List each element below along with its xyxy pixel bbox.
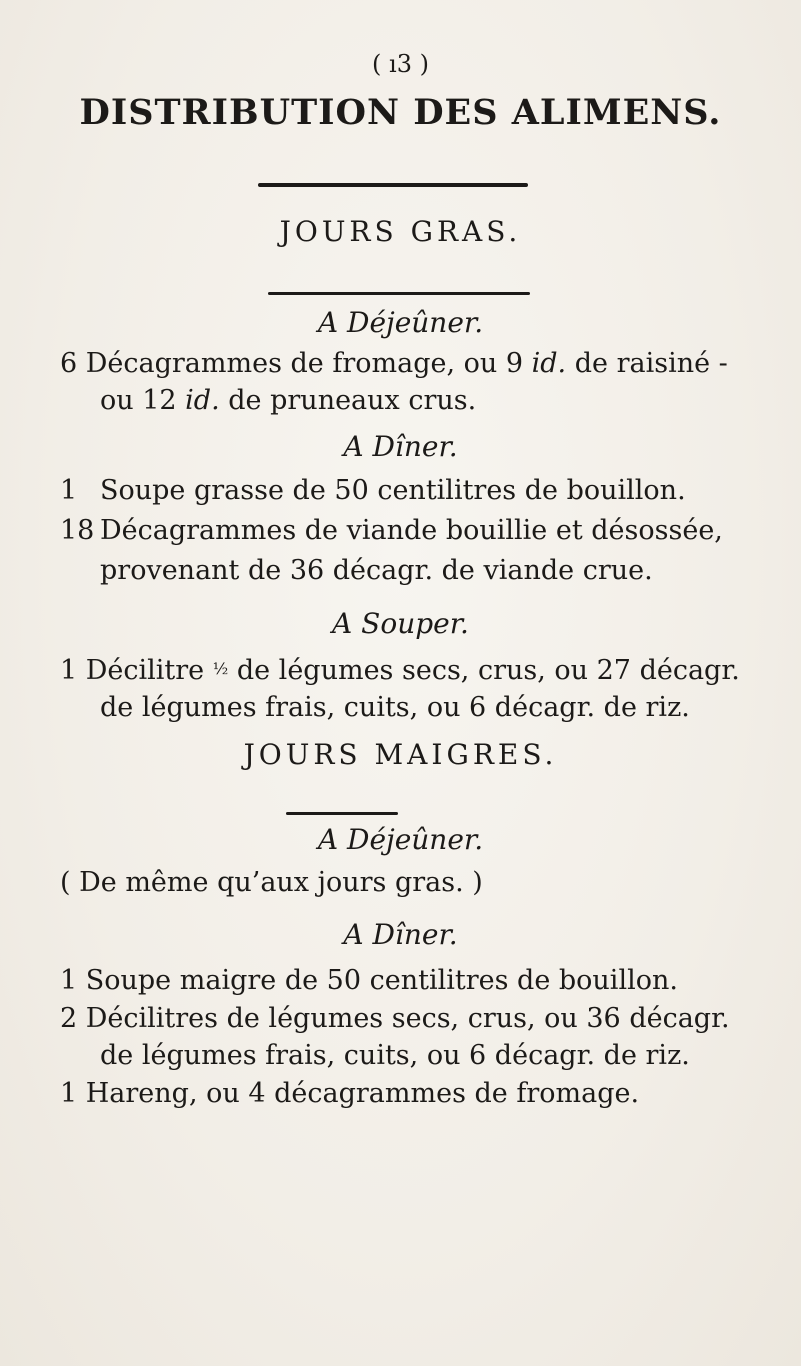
diner-maigre-item-2: 2 Décilitres de légumes secs, crus, ou 36 décagr. bbox=[60, 1003, 730, 1034]
divider-jours-maigres bbox=[286, 812, 398, 815]
diner-item-1-num: 1 bbox=[60, 475, 78, 506]
meal-heading-diner: A Dîner. bbox=[343, 430, 458, 463]
dejeuner-line-2-b: de pruneaux crus. bbox=[219, 385, 477, 416]
meal-heading-diner-maigre: A Dîner. bbox=[343, 918, 458, 951]
dejeuner-line-1 bbox=[60, 348, 728, 379]
dejeuner-line-2-id: id. bbox=[185, 385, 220, 416]
divider-top bbox=[258, 183, 528, 187]
diner-item-1 bbox=[60, 475, 686, 506]
page-title: DISTRIBUTION DES ALIMENS. bbox=[79, 92, 722, 133]
souper-item-1 bbox=[60, 655, 740, 686]
diner-item-2-num: 18 bbox=[60, 515, 95, 546]
meal-heading-souper: A Souper. bbox=[332, 607, 469, 640]
page-number: ( ı3 ) bbox=[372, 50, 429, 78]
diner-item-2-text: Décagrammes de viande bouillie et désossée, bbox=[100, 515, 723, 546]
divider-jours-gras bbox=[268, 292, 530, 295]
section-heading-jours-maigres: JOURS MAIGRES. bbox=[243, 738, 558, 771]
souper-item-1-b: de légumes secs, crus, ou 27 décagr. bbox=[228, 655, 740, 686]
souper-item-1-a: 1 Décilitre bbox=[60, 655, 213, 686]
diner-item-2 bbox=[60, 515, 723, 546]
diner-maigre-item-2-cont: de légumes frais, cuits, ou 6 décagr. de riz. bbox=[100, 1040, 690, 1071]
dejeuner-maigre-text: ( De même qu’aux jours gras. ) bbox=[60, 867, 483, 898]
meal-heading-dejeuner: A Déjeûner. bbox=[317, 306, 484, 339]
meal-heading-dejeuner-maigre: A Déjeûner. bbox=[317, 823, 484, 856]
souper-item-1-fraction: ½ bbox=[212, 659, 229, 678]
diner-maigre-item-3: 1 Hareng, ou 4 décagrammes de fromage. bbox=[60, 1078, 640, 1109]
dejeuner-line-2-a: ou 12 bbox=[100, 385, 186, 416]
diner-item-2-cont: provenant de 36 décagr. de viande crue. bbox=[100, 555, 653, 586]
section-heading-jours-gras: JOURS GRAS. bbox=[279, 215, 522, 248]
dejeuner-line-1-a: 6 Décagrammes de fromage, ou 9 bbox=[60, 348, 532, 379]
dejeuner-line-2 bbox=[100, 385, 476, 416]
diner-item-1-text: Soupe grasse de 50 centilitres de bouillon. bbox=[100, 475, 686, 506]
souper-item-1-cont: de légumes frais, cuits, ou 6 décagr. de riz. bbox=[100, 692, 690, 723]
diner-maigre-item-1: 1 Soupe maigre de 50 centilitres de bouillon. bbox=[60, 965, 678, 996]
dejeuner-line-1-b: de raisiné - bbox=[566, 348, 728, 379]
dejeuner-line-1-id: id. bbox=[531, 348, 567, 379]
